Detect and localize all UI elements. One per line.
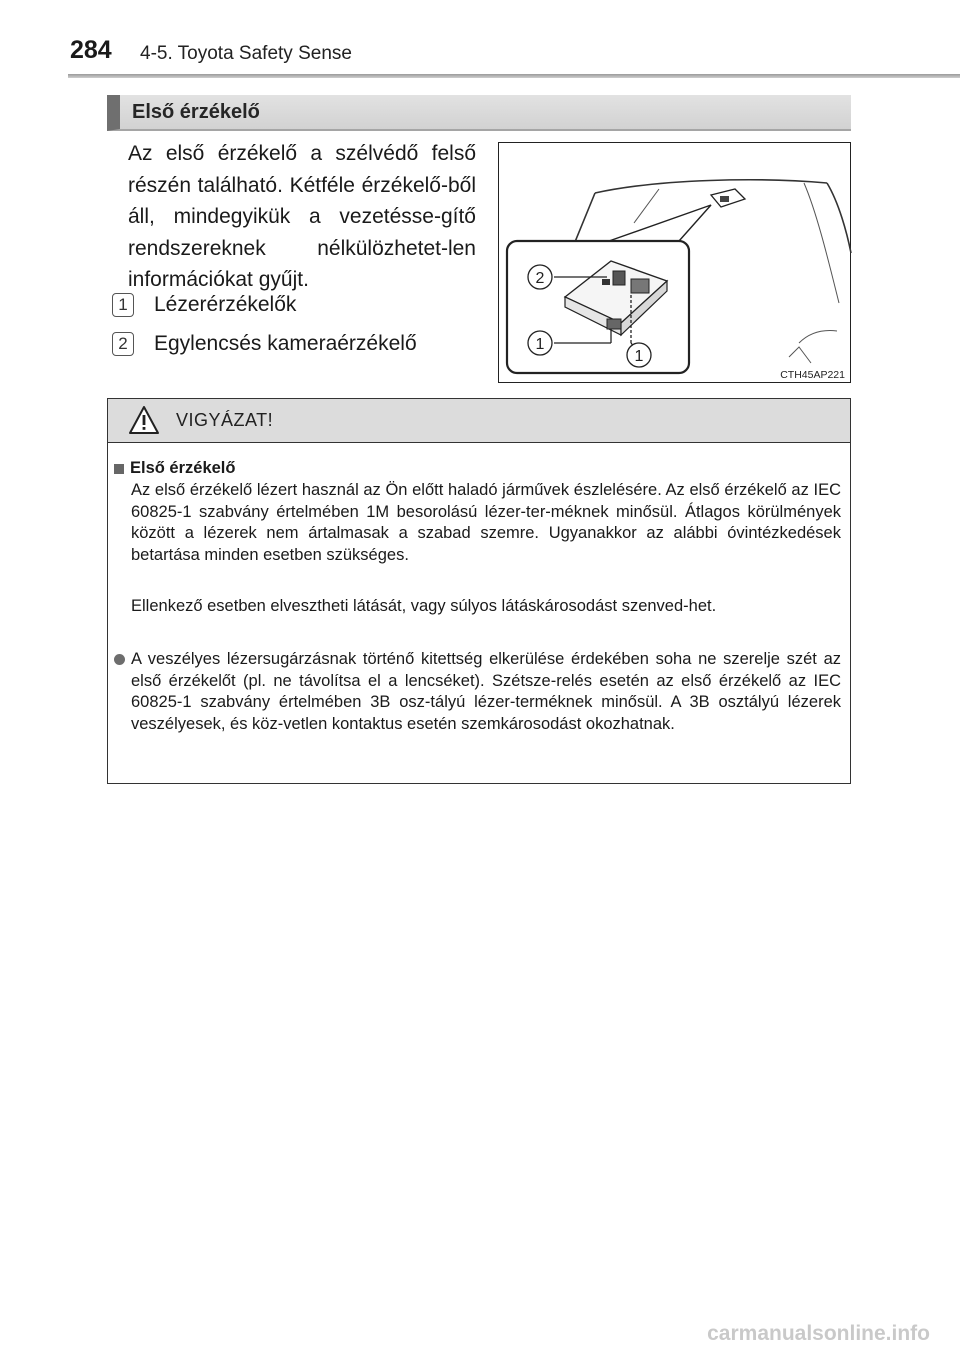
sensor-illustration [498, 142, 851, 383]
caution-header [108, 399, 850, 443]
callout-label: 1 [634, 348, 644, 365]
square-bullet-icon [114, 464, 124, 474]
subsection-title: Első érzékelő [132, 101, 260, 123]
legend-label: Egylencsés kameraérzékelő [154, 332, 417, 355]
caution-subheading [114, 459, 235, 478]
section-header: 4-5. Toyota Safety Sense [140, 43, 352, 64]
page-number: 284 [70, 36, 112, 64]
legend-number: 2 [112, 332, 134, 356]
callout-label: 2 [535, 270, 545, 287]
caution-title: VIGYÁZAT! [176, 410, 274, 430]
legend-item-1 [112, 293, 296, 317]
legend-item-2 [112, 332, 417, 356]
caution-subheading-text: Első érzékelő [130, 459, 236, 477]
caution-paragraph-1: Az első érzékelő lézert használ az Ön előtt haladó járművek észlelésére. Az első érzékelő az IEC 60825-1 szabvány értelmében 1M besorolású lézer-ter-méknek minősül. Átlagos körülmények között a lézerek nem ártalmasak a szabad szemre. Ugyanakkor az alábbi óvintézkedések betartása minden esetben szükséges. [131, 481, 841, 564]
intro-paragraph: Az első érzékelő a szélvédő felső részén található. Kétféle érzékelő-ből áll, mindegyikük a vezetésse-gítő rendszereknek nélkülözhetet-len információkat gyűjt. [128, 142, 476, 291]
legend-number: 1 [112, 293, 134, 317]
windshield-sensor-drawing [499, 143, 852, 384]
site-watermark: carmanualsonline.info [707, 1322, 930, 1345]
caution-bullet [114, 649, 844, 735]
caution-bullet-text: A veszélyes lézersugárzásnak történő kitettség elkerülése érdekében soha ne szerelje szét az első érzékelőt (pl. ne távolítsa el a lencséket). Szétsze-relés esetén az első érzékelő az IEC 60825-1 szabvány értelmében 3B osz-tályú lézer-terméknek minősül. A 3B osztályú lézerek veszélyesek, és köz-vetlen kontaktus esetén szemkárosodást okozhatnak. [131, 650, 841, 733]
caution-box [107, 398, 851, 784]
figure-code: CTH45AP221 [780, 369, 845, 381]
callout-label: 1 [535, 336, 545, 353]
header-divider [68, 74, 960, 78]
warning-triangle-icon [128, 405, 160, 435]
caution-paragraph-2: Ellenkező esetben elvesztheti látását, vagy súlyos látáskárosodást szenved-het. [131, 597, 717, 615]
round-bullet-icon [114, 654, 125, 665]
legend-label: Lézerérzékelők [154, 293, 297, 316]
subsection-banner [107, 95, 851, 131]
